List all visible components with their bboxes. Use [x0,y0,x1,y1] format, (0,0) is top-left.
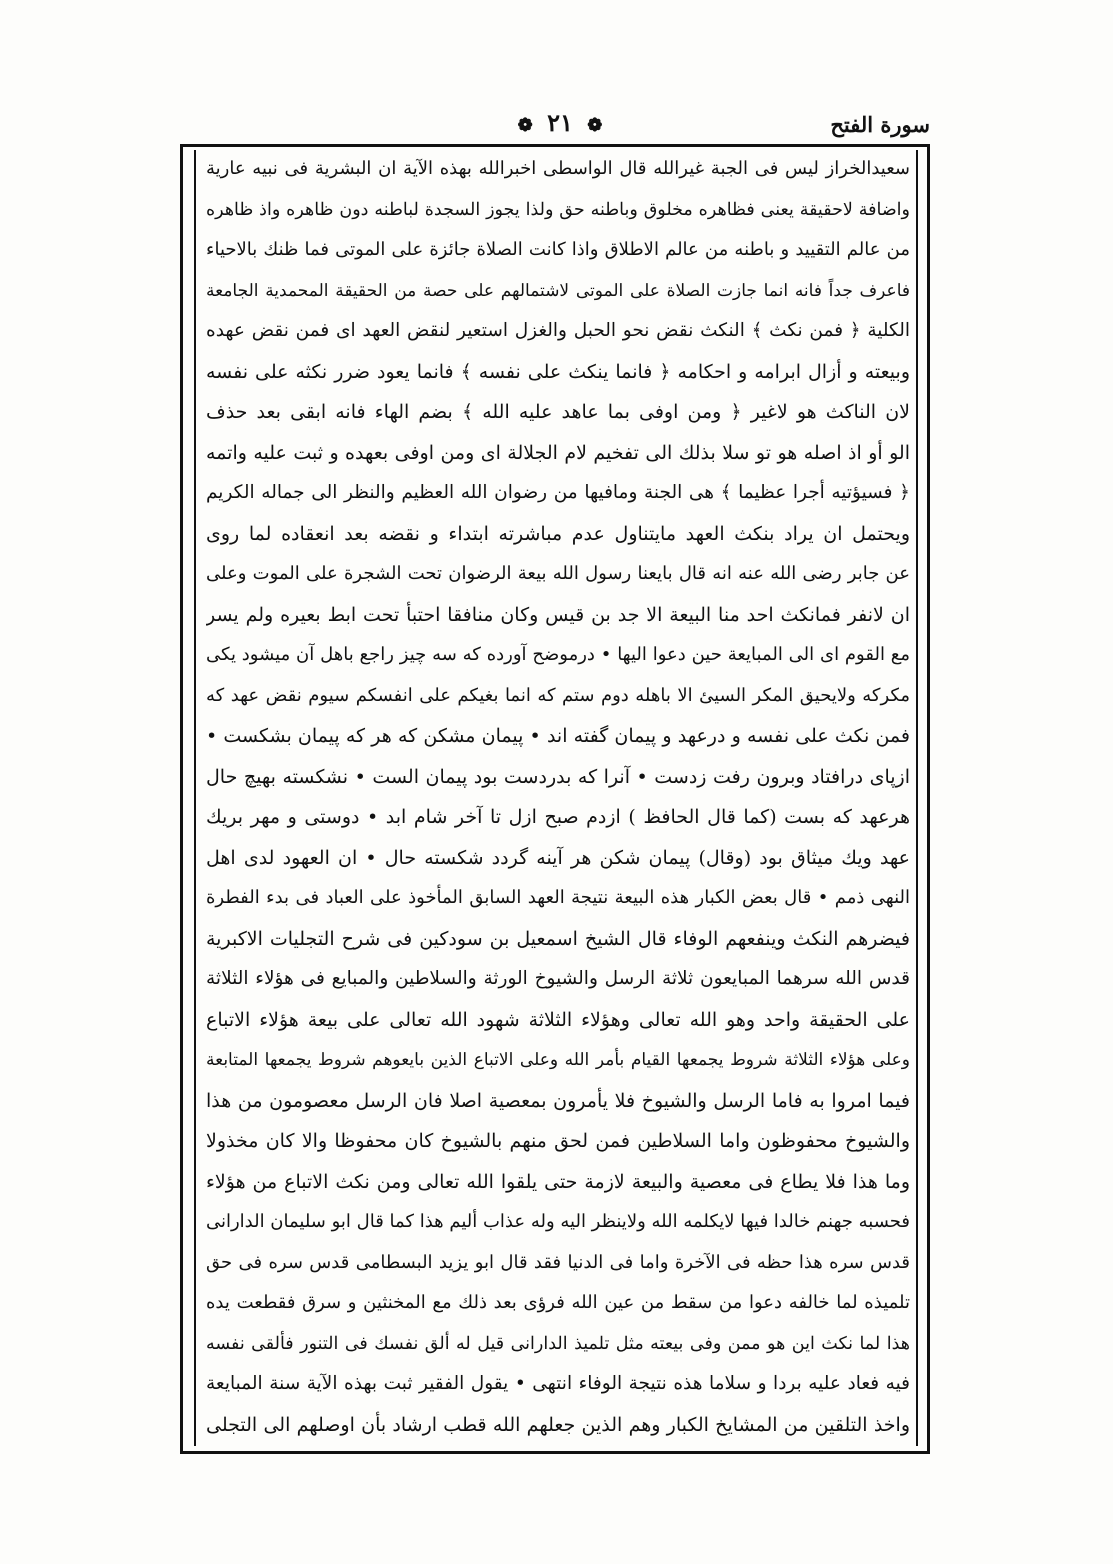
text-line: الكلية ﴿ فمن نكث ﴾ النكث نقض نحو الحبل والغزل استعير لنقض العهد اى فمن نقض عهده [206,320,910,342]
text-line: ان لانفر فمانكث احد منا البيعة الا جد بن قيس وكان منافقا احتبأ تحت ابط بعيره ولم يسر [206,603,910,626]
text-line: ازپاى درافتاد وبرون رفت زدست • آنرا كه بدردست بود پيمان الست • نشكسته بهيچ حال [206,765,910,788]
text-line: ويحتمل ان يراد بنكث العهد مايتناول عدم مباشرته ابتداء و نقضه بعد انعقاده لما روى [206,522,910,545]
text-line: فاعرف جداً فانه انما جازت الصلاة على الموتى لاشتمالهم على حصة من الحقيقة المحمدية الجامعة [206,280,910,301]
text-line: واخذ التلقين من المشايخ الكبار وهم الذين جعلهم الله قطب ارشاد بأن اوصلهم الى التجلى [206,1413,910,1436]
text-line: واضافة لاحقيقة يعنى فظاهره مخلوق وباطنه حق ولذا يجوز السجدة لباطنه دون ظاهره واذ ظاهره [206,199,910,220]
text-line: وبيعته و أزال ابرامه و احكامه ﴿ فانما ينكث على نفسه ﴾ فانما يعود ضرر نكثه على نفسه [206,360,910,383]
page-number-value: ٢١ [547,108,573,137]
ornament-icon: ❁ [587,115,603,136]
text-line: قدس الله سرهما المبايعون ثلاثة الرسل والشيوخ الورثة والسلاطين والمبايع فى هؤلاء الثلاثة [206,968,910,990]
text-line: وعلى هؤلاء الثلاثة شروط يجمعها القيام بأمر الله وعلى الاتباع الذين بايعوهم شروط يجمعها المتابعة [206,1050,910,1071]
text-line: مكركه ولايحيق المكر السيئ الا باهله دوم ستم كه انما بغيكم على انفسكم سيوم نقض عهد كه [206,684,910,706]
text-line: الو أو اذ اصله هو تو سلا بذلك الى تفخيم لام الجلالة اى ومن اوفى بعهده و ثبت عليه واتمه [206,441,910,464]
text-line: عهد ويك ميثاق بود (وقال) پيمان شكن هر آينه گردد شكسته حال • ان العهود لدى اهل [206,846,910,869]
text-line: هذا لما نكث اين هو ممن وفى بيعته مثل تلميذ الدارانى قيل له ألق نفسك فى التنور فألقى نفسه [206,1333,910,1354]
text-line: على الحقيقة واحد وهو الله تعالى وهؤلاء الثلاثة شهود الله تعالى على بيعة هؤلاء الاتباع [206,1008,910,1031]
text-line: النهى ذمم • قال بعض الكبار هذه البيعة نتيجة العهد السابق المأخوذ على العباد فى بدء الفطرة [206,887,910,909]
text-line: ﴿ فسيؤتيه أجرا عظيما ﴾ هى الجنة ومافيها من رضوان الله العظيم والنظر الى جماله الكريم [206,482,910,504]
text-line: فيه فعاد عليه بردا و سلاما هذه نتيجة الوفاء انتهى • يقول الفقير ثبت بهذه الآية سنة المبايعة [206,1373,910,1395]
text-line: قدس سره هذا حظه فى الآخرة واما فى الدنيا فقد قال ابو يزيد البسطامى قدس سره فى حق [206,1251,910,1273]
text-line: عن جابر رضى الله عنه انه قال بايعنا رسول الله بيعة الرضوان تحت الشجرة على الموت وعلى [206,563,910,585]
text-line: وما هذا فلا يطاع فى معصية والبيعة لازمة حتى يلقوا الله تعالى ومن نكث الاتباع من هؤلاء [206,1170,910,1193]
text-body [206,152,910,1442]
text-line: مع القوم اى الى المبايعة حين دعوا اليها • درموضح آورده كه سه چيز راجع باهل آن ميشود يكى [206,644,910,666]
text-line: تلميذه لما خالفه دعوا من سقط من عين الله فرؤى بعد ذلك مع المخنثين و سرق فقطعت يده [206,1292,910,1314]
page-header [180,108,940,142]
text-line: فمن نكث على نفسه و درعهد و پيمان گفته اند • پيمان مشكن كه هر كه پيمان بشكست • [206,725,910,748]
text-line: هرعهد كه بست (كما قال الحافظ ) ازدم صبح ازل تا آخر شام ابد • دوستى و مهر بريك [206,806,910,829]
text-line: والشيوخ محفوظون واما السلاطين فمن لحق منهم بالشيوخ كان محفوظا والا كان مخذولا [206,1130,910,1153]
text-line: من عالم التقييد و باطنه من عالم الاطلاق واذا كانت الصلاة جائزة على الموتى فما ظنك بالاحياء [206,239,910,261]
ornament-icon: ❁ [517,115,533,136]
text-line: لان الناكث هو لاغير ﴿ ومن اوفى بما عاهد عليه الله ﴾ بضم الهاء فانه ابقى بعد حذف [206,401,910,424]
text-line: فيضرهم النكث وينفعهم الوفاء قال الشيخ اسمعيل بن سودكين فى شرح التجليات الاكبرية [206,927,910,950]
text-line: فيما امروا به فاما الرسل والشيوخ فلا يأمرون بمعصية اصلا فان الرسل معصومون من هذا [206,1089,910,1112]
surah-title: سورة الفتح [830,112,930,137]
text-line: سعيدالخراز ليس فى الجبة غيرالله قال الواسطى اخبرالله بهذه الآية ان البشرية فى نبيه عارية [206,158,910,179]
page-number [512,108,609,137]
text-line: فحسبه جهنم خالدا فيها لايكلمه الله ولاينظر اليه وله عذاب أليم هذا كما قال ابو سليمان الدارانى [206,1211,910,1233]
